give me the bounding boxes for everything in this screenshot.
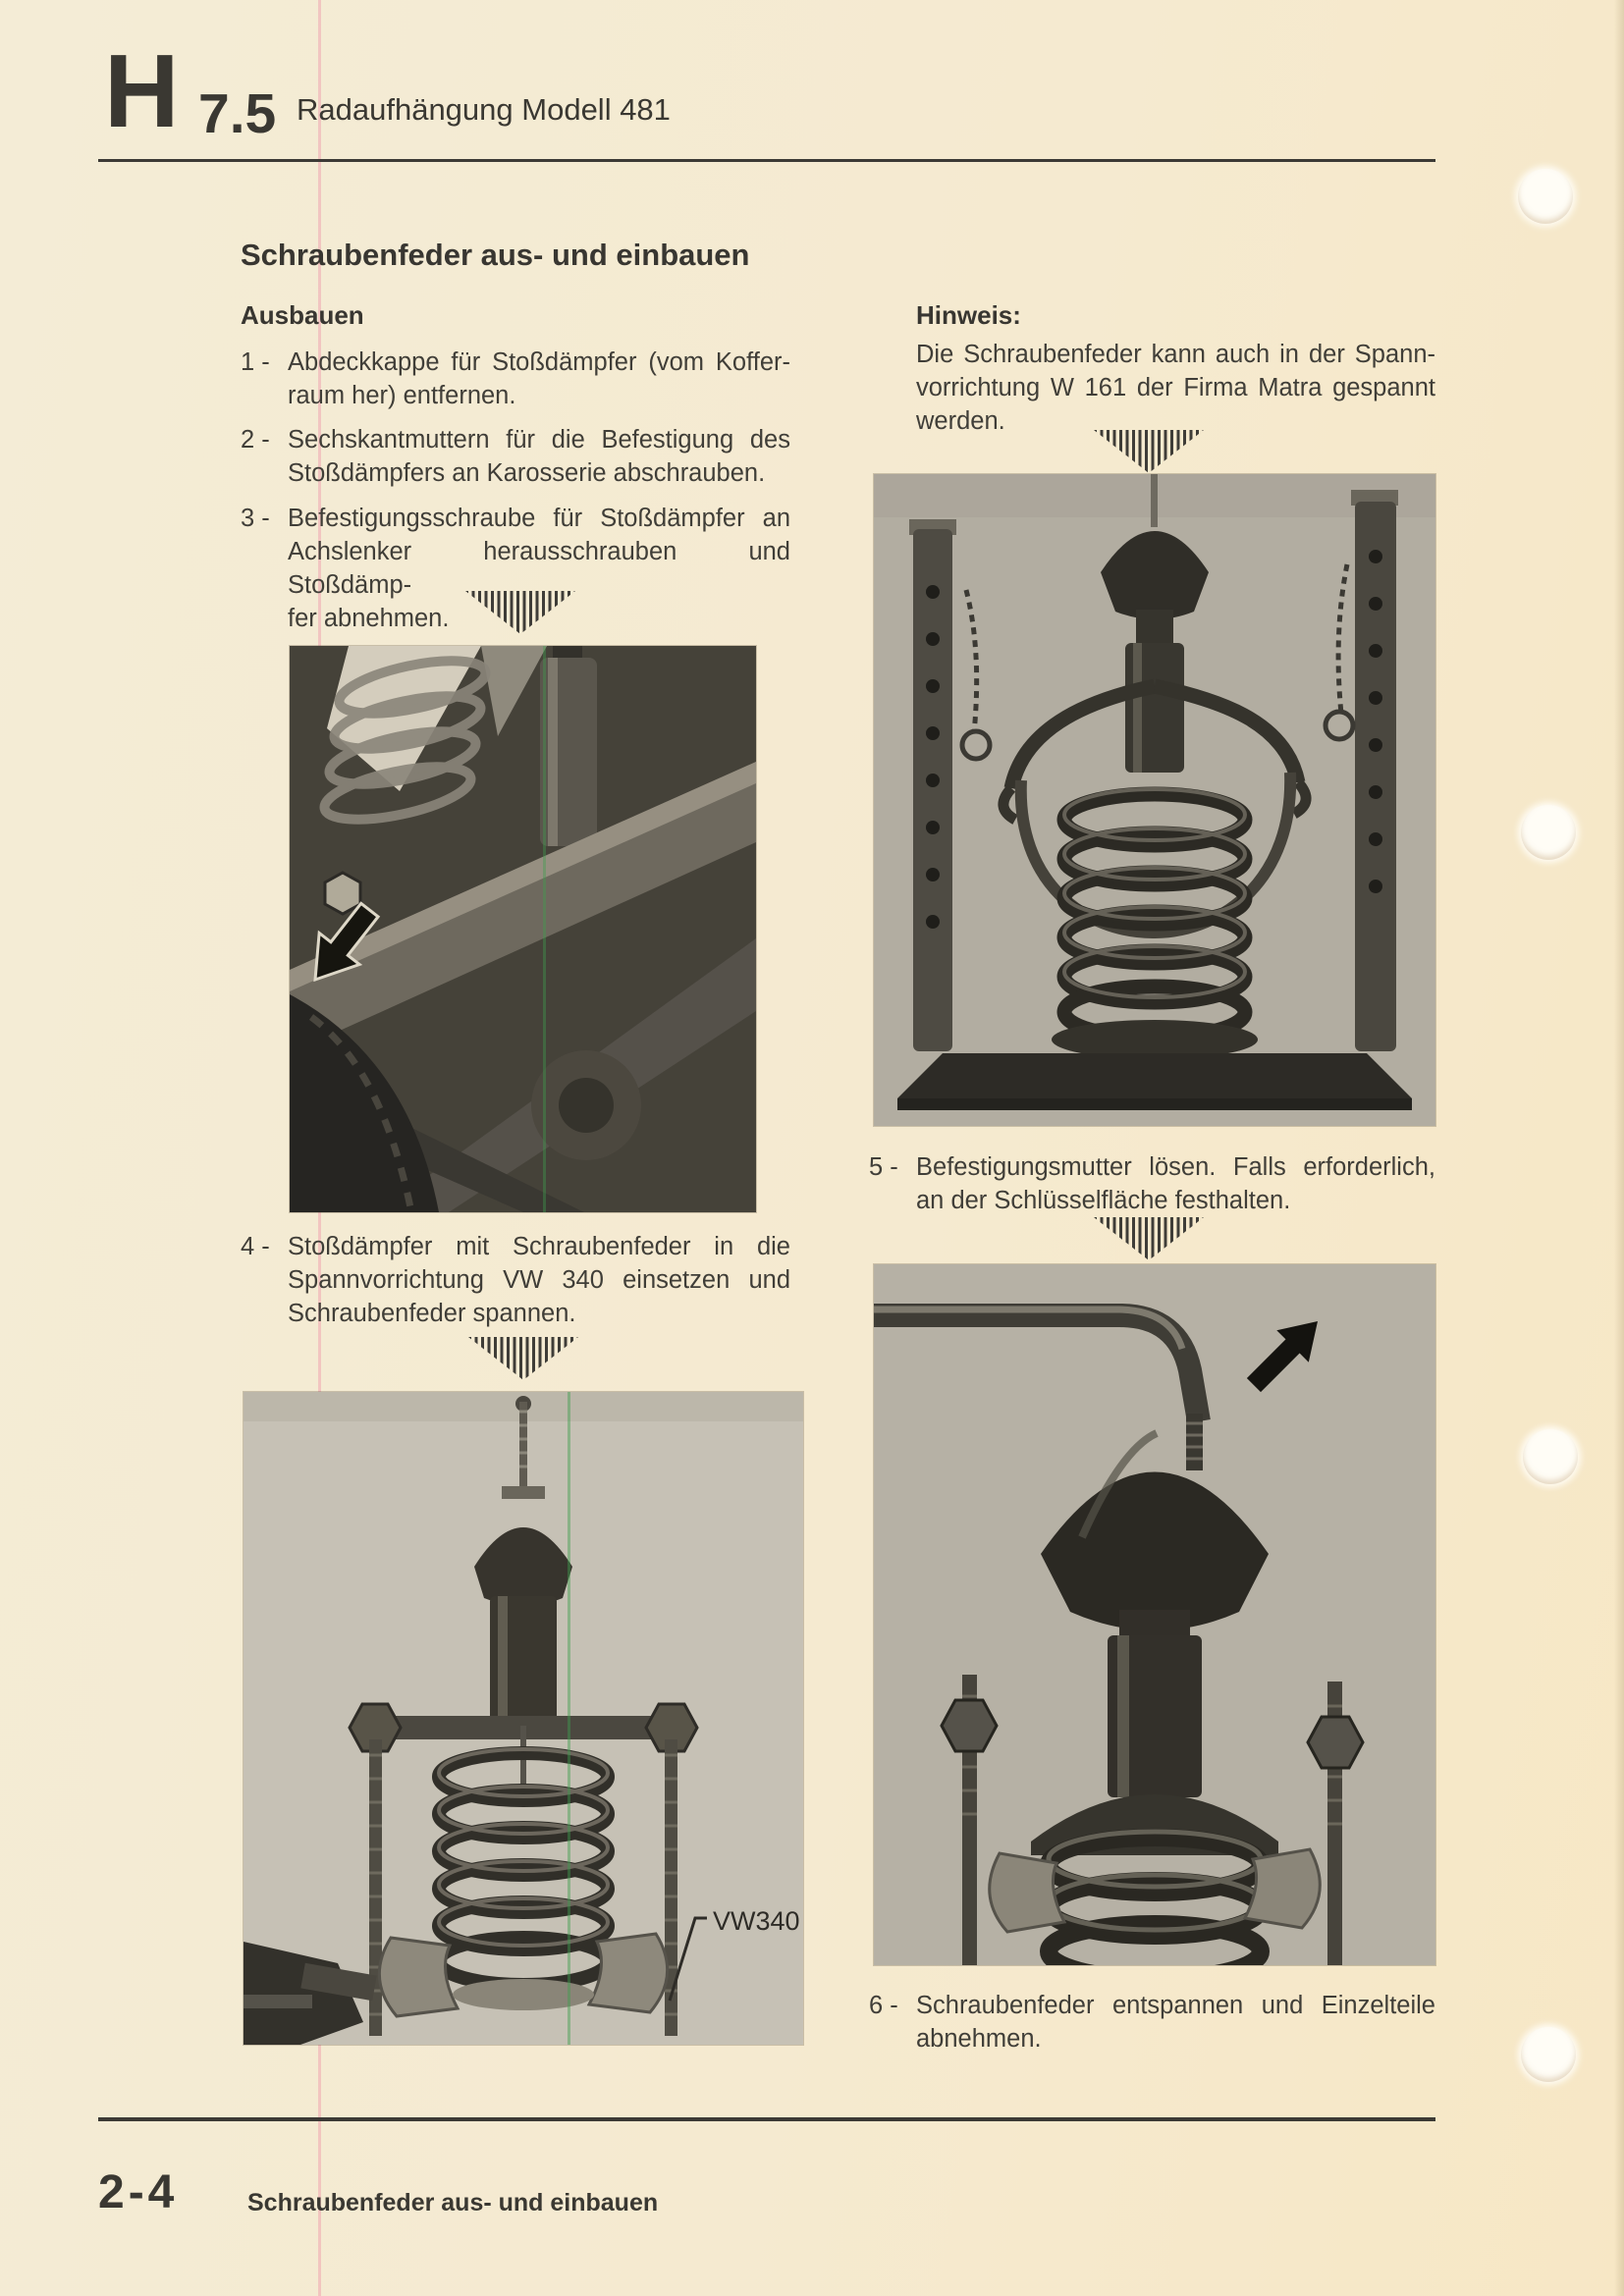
header-title: Radaufhängung Modell 481	[297, 92, 671, 127]
footer-rule	[98, 2117, 1435, 2121]
punch-hole	[1521, 2027, 1576, 2082]
step-6	[869, 1989, 1435, 2056]
photo-pointer-icon	[468, 1337, 578, 1380]
photo-w161-tensioning-rig	[874, 474, 1435, 1126]
step-number: 3 -	[241, 505, 270, 532]
step-1	[241, 346, 790, 412]
step-text: Befestigungsschraube für Stoßdämpfer an Achslenker herausschrauben und Stoßdämp- fer abnehmen.	[288, 505, 790, 632]
step-number: 6 -	[869, 1992, 898, 2019]
step-number: 1 -	[241, 348, 270, 376]
footer-page-number: 2-4	[98, 2166, 179, 2218]
tool-label: VW340	[713, 1906, 800, 1936]
left-column-heading: Ausbauen	[241, 300, 364, 330]
punch-hole	[1521, 805, 1576, 860]
photo-fixing-nut-close-up	[874, 1264, 1435, 1965]
photo-vw340-spring-compressor	[244, 1392, 803, 2045]
note-heading: Hinweis:	[916, 300, 1021, 330]
step-text: Sechskantmuttern für die Befestigung des Stoßdämpfers an Karosserie abschrauben.	[288, 426, 790, 487]
photo-shock-absorber-on-axle	[290, 646, 756, 1212]
header-rule	[98, 159, 1435, 162]
photo-pointer-icon	[1094, 1217, 1204, 1260]
footer-title: Schraubenfeder aus- und einbauen	[247, 2189, 659, 2216]
punch-hole	[1523, 1429, 1578, 1484]
step-5	[869, 1150, 1435, 1217]
note-text: Die Schraubenfeder kann auch in der Spann- vorrichtung W 161 der Firma Matra gespannt werden.	[916, 341, 1435, 435]
step-text: Stoßdämpfer mit Schraubenfeder in die Spannvorrichtung VW 340 einsetzen und Schraubenfeder spannen.	[288, 1233, 790, 1327]
step-text: Befestigungsmutter lösen. Falls erforderlich, an der Schlüsselfläche festhalten.	[916, 1153, 1435, 1214]
page-edge-shadow	[1614, 0, 1624, 2296]
punch-hole	[1518, 169, 1573, 224]
step-number: 5 -	[869, 1153, 898, 1181]
step-number: 2 -	[241, 426, 270, 454]
step-number: 4 -	[241, 1233, 270, 1260]
step-2	[241, 423, 790, 490]
step-text: Schraubenfeder entspannen und Einzelteile abnehmen.	[916, 1992, 1435, 2053]
page-title: Schraubenfeder aus- und einbauen	[241, 238, 750, 272]
photo-pointer-icon	[1094, 430, 1204, 473]
section-number: 7.5	[198, 82, 277, 145]
step-4	[241, 1230, 790, 1330]
section-letter: H	[104, 33, 177, 149]
step-text: Abdeckkappe für Stoßdämpfer (vom Koffer- raum her) entfernen.	[288, 348, 790, 409]
